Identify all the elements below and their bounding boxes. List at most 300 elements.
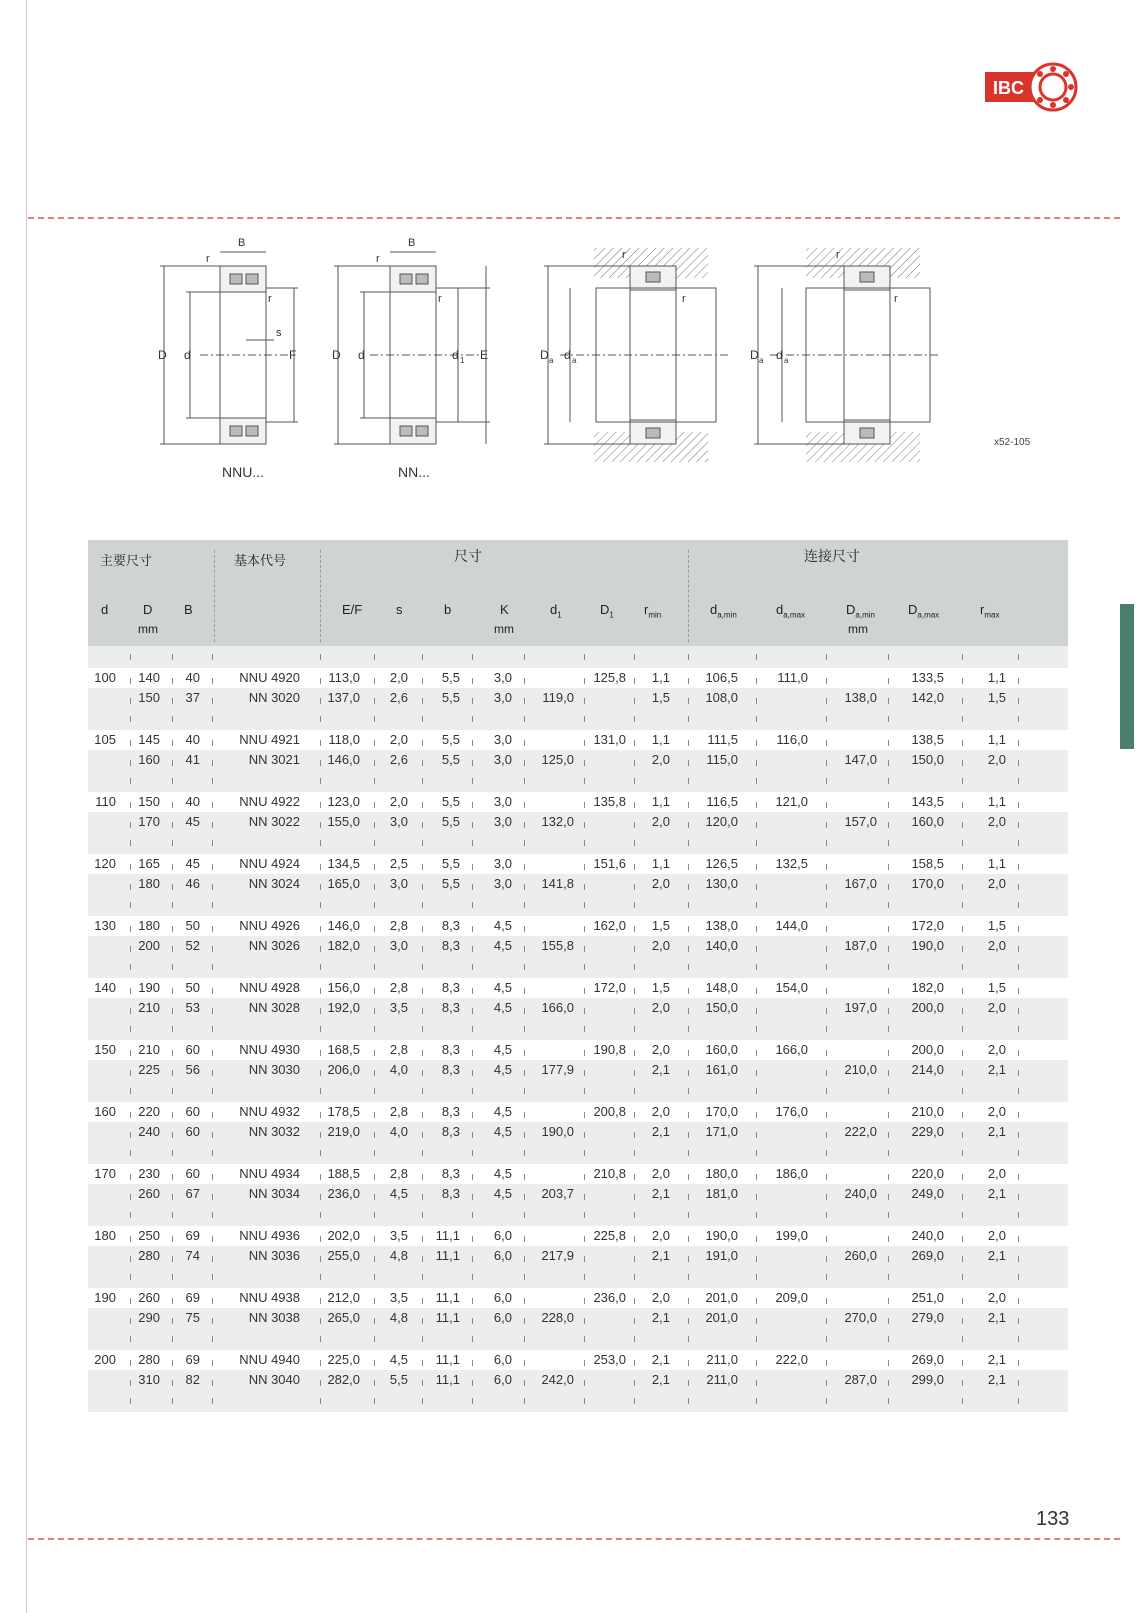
cell-d: 160	[138, 752, 160, 767]
column-tick	[888, 1256, 889, 1262]
cell-b: 60	[185, 1166, 200, 1181]
column-tick	[472, 864, 473, 870]
column-tick	[320, 1256, 321, 1262]
column-tick	[1018, 1008, 1019, 1014]
cell-code: NNU 4940	[239, 1352, 300, 1367]
column-tick	[634, 1274, 635, 1280]
column-tick	[472, 1050, 473, 1056]
cell-d1: 151,6	[593, 856, 626, 871]
column-tick	[634, 1380, 635, 1386]
column-tick	[1018, 1380, 1019, 1386]
column-tick	[826, 1050, 827, 1056]
column-tick	[130, 840, 131, 846]
cell-b: 11,1	[435, 1352, 460, 1367]
unit-dims: mm	[494, 622, 514, 636]
dim-E-2: E	[480, 348, 489, 362]
column-tick	[756, 1274, 757, 1280]
table-row	[88, 1288, 1068, 1308]
cell-d1: 217,9	[541, 1248, 574, 1263]
col-header-D: D	[143, 602, 153, 617]
table-row	[88, 1350, 1068, 1370]
col-header-rmax-sub: max	[984, 610, 1000, 620]
column-tick	[826, 902, 827, 908]
column-tick	[524, 822, 525, 828]
cell-damin: 138,0	[705, 918, 738, 933]
cell-k: 4,5	[493, 938, 512, 953]
cell-damax: 190,0	[911, 938, 944, 953]
table-row	[88, 1370, 1068, 1390]
column-tick	[888, 1150, 889, 1156]
column-tick	[962, 654, 963, 660]
cell-s: 2,8	[389, 1104, 408, 1119]
column-tick	[212, 740, 213, 746]
column-tick	[320, 902, 321, 908]
cell-d1: 131,0	[593, 732, 626, 747]
column-tick	[826, 1026, 827, 1032]
column-tick	[584, 988, 585, 994]
column-tick	[374, 946, 375, 952]
column-tick	[212, 760, 213, 766]
col-header-s: s	[396, 602, 403, 617]
column-tick	[172, 1132, 173, 1138]
column-tick	[584, 778, 585, 784]
column-tick	[524, 1236, 525, 1242]
column-tick	[524, 1256, 525, 1262]
cell-d1: 177,9	[541, 1062, 574, 1077]
cell-s: 4,8	[389, 1248, 408, 1263]
cell-code: NNU 4926	[239, 918, 300, 933]
column-tick	[888, 1132, 889, 1138]
cell-damax: 269,0	[911, 1352, 944, 1367]
column-tick	[1018, 1132, 1019, 1138]
column-tick	[320, 1194, 321, 1200]
column-tick	[172, 760, 173, 766]
col-header-damin-main: d	[710, 602, 718, 617]
column-tick	[472, 1008, 473, 1014]
column-tick	[422, 840, 423, 846]
column-tick	[962, 1236, 963, 1242]
column-tick	[422, 884, 423, 890]
cell-ef: 212,0	[327, 1290, 360, 1305]
column-tick	[320, 778, 321, 784]
column-tick	[422, 964, 423, 970]
column-tick	[688, 740, 689, 746]
cell-b: 41	[185, 752, 200, 767]
column-tick	[888, 946, 889, 952]
cell-rmax: 1,1	[987, 732, 1006, 747]
column-tick	[888, 1212, 889, 1218]
spacer-row	[88, 708, 1068, 730]
cell-k: 6,0	[493, 1352, 512, 1367]
cell-damax: 182,0	[911, 980, 944, 995]
cell-damin: 210,0	[844, 1062, 877, 1077]
column-tick	[756, 760, 757, 766]
cell-d1: 253,0	[593, 1352, 626, 1367]
column-tick	[888, 864, 889, 870]
cell-rmin: 1,5	[651, 690, 670, 705]
col-header-k: K	[500, 602, 509, 617]
cell-damax: 172,0	[911, 918, 944, 933]
column-tick	[374, 902, 375, 908]
column-tick	[422, 1008, 423, 1014]
column-tick	[374, 1194, 375, 1200]
column-tick	[212, 902, 213, 908]
column-tick	[212, 1150, 213, 1156]
column-tick	[634, 1150, 635, 1156]
dim-da-sub-3: a	[572, 356, 577, 365]
column-tick	[130, 1318, 131, 1324]
column-tick	[524, 1274, 525, 1280]
cell-k: 4,5	[493, 1062, 512, 1077]
column-tick	[472, 1174, 473, 1180]
col-header-D1	[600, 602, 614, 620]
column-tick	[888, 1070, 889, 1076]
cell-damin: 201,0	[705, 1310, 738, 1325]
column-tick	[374, 678, 375, 684]
column-tick	[756, 1236, 757, 1242]
column-tick	[212, 1088, 213, 1094]
column-tick	[472, 802, 473, 808]
cell-b: 11,1	[435, 1372, 460, 1387]
column-tick	[320, 1318, 321, 1324]
cell-ef: 113,0	[328, 670, 360, 685]
cell-d1: 141,8	[541, 876, 574, 891]
column-tick	[320, 1150, 321, 1156]
column-tick	[1018, 678, 1019, 684]
column-tick	[962, 988, 963, 994]
cell-damax: 249,0	[911, 1186, 944, 1201]
column-tick	[320, 964, 321, 970]
column-tick	[962, 1050, 963, 1056]
column-tick	[826, 884, 827, 890]
column-tick	[1018, 902, 1019, 908]
column-tick	[212, 1236, 213, 1242]
column-tick	[130, 926, 131, 932]
column-tick	[888, 1008, 889, 1014]
cell-k: 3,0	[493, 794, 512, 809]
column-tick	[962, 1088, 963, 1094]
cell-d: 190	[138, 980, 160, 995]
cell-s: 5,5	[389, 1372, 408, 1387]
cell-code: NNU 4922	[239, 794, 300, 809]
column-tick	[374, 1256, 375, 1262]
column-tick	[374, 1212, 375, 1218]
column-tick	[524, 802, 525, 808]
column-tick	[130, 1132, 131, 1138]
cell-b: 8,3	[441, 1042, 460, 1057]
col-header-d1	[550, 602, 562, 620]
column-tick	[212, 1008, 213, 1014]
column-tick	[472, 1112, 473, 1118]
column-tick	[688, 840, 689, 846]
cell-damax: 116,0	[776, 732, 808, 747]
column-tick	[888, 778, 889, 784]
dim-Da-sub-4: a	[759, 356, 764, 365]
column-tick	[584, 1174, 585, 1180]
cell-rmin: 2,0	[651, 876, 670, 891]
cell-k: 4,5	[493, 1186, 512, 1201]
column-tick	[756, 902, 757, 908]
column-tick	[172, 840, 173, 846]
column-tick	[962, 1318, 963, 1324]
column-tick	[130, 1256, 131, 1262]
cell-d1: 172,0	[593, 980, 626, 995]
cell-damin: 211,0	[706, 1352, 738, 1367]
column-tick	[888, 1336, 889, 1342]
column-tick	[172, 740, 173, 746]
column-tick	[422, 1336, 423, 1342]
column-tick	[172, 1318, 173, 1324]
cell-d1: 162,0	[593, 918, 626, 933]
column-tick	[634, 1194, 635, 1200]
column-tick	[212, 864, 213, 870]
cell-rmax: 2,0	[987, 1290, 1006, 1305]
column-tick	[130, 1008, 131, 1014]
cell-d1: 200,8	[593, 1104, 626, 1119]
cell-b: 8,3	[441, 1062, 460, 1077]
cell-d: 150	[138, 794, 160, 809]
column-tick	[756, 1298, 757, 1304]
column-tick	[962, 884, 963, 890]
cell-b: 8,3	[441, 1186, 460, 1201]
cell-rmax: 2,1	[987, 1372, 1006, 1387]
cell-damax: 210,0	[911, 1104, 944, 1119]
column-tick	[888, 1398, 889, 1404]
column-tick	[172, 802, 173, 808]
column-tick	[962, 1194, 963, 1200]
dim-d-1: d	[184, 348, 191, 362]
header-separator	[214, 550, 216, 642]
column-tick	[524, 964, 525, 970]
cell-k: 6,0	[493, 1290, 512, 1305]
column-tick	[172, 926, 173, 932]
cell-ef: 165,0	[327, 876, 360, 891]
cell-damax: 240,0	[911, 1228, 944, 1243]
column-tick	[688, 926, 689, 932]
cell-damin: 130,0	[705, 876, 738, 891]
cell-damax: 279,0	[911, 1310, 944, 1325]
column-tick	[826, 1112, 827, 1118]
col-header-Damin	[846, 602, 875, 620]
cell-d1: 132,0	[541, 814, 574, 829]
column-tick	[524, 1070, 525, 1076]
binding-edge	[26, 0, 27, 1613]
column-tick	[320, 1050, 321, 1056]
column-tick	[584, 1088, 585, 1094]
cell-b: 11,1	[435, 1310, 460, 1325]
column-tick	[472, 698, 473, 704]
column-tick	[826, 716, 827, 722]
column-tick	[320, 1070, 321, 1076]
column-tick	[1018, 778, 1019, 784]
column-tick	[688, 1236, 689, 1242]
cell-rmax: 2,0	[987, 938, 1006, 953]
column-tick	[584, 1380, 585, 1386]
column-tick	[584, 1360, 585, 1366]
column-tick	[1018, 1026, 1019, 1032]
cell-damin: 116,5	[706, 794, 738, 809]
column-tick	[1018, 1150, 1019, 1156]
column-tick	[888, 1298, 889, 1304]
column-tick	[212, 964, 213, 970]
column-tick	[524, 698, 525, 704]
column-tick	[962, 1070, 963, 1076]
column-tick	[422, 716, 423, 722]
column-tick	[320, 926, 321, 932]
cell-rmin: 2,0	[651, 1104, 670, 1119]
col-header-d1-sub: 1	[557, 610, 562, 620]
cell-ef: 156,0	[327, 980, 360, 995]
column-tick	[422, 1360, 423, 1366]
cell-d1: 119,0	[542, 690, 574, 705]
column-tick	[1018, 698, 1019, 704]
cell-rmax: 2,1	[987, 1124, 1006, 1139]
column-tick	[320, 840, 321, 846]
dim-Da-sub-3: a	[549, 356, 554, 365]
group-header-dimensions: 尺寸	[454, 548, 482, 564]
cell-b: 69	[185, 1228, 200, 1243]
column-tick	[584, 716, 585, 722]
column-tick	[172, 1212, 173, 1218]
column-tick	[634, 864, 635, 870]
cell-rmax: 2,0	[987, 1166, 1006, 1181]
column-tick	[962, 1398, 963, 1404]
column-tick	[826, 1318, 827, 1324]
table-row	[88, 1246, 1068, 1266]
column-tick	[472, 1132, 473, 1138]
cell-code: NN 3020	[248, 690, 300, 705]
column-tick	[212, 946, 213, 952]
column-tick	[1018, 740, 1019, 746]
cell-b: 37	[185, 690, 200, 705]
column-tick	[374, 1298, 375, 1304]
cell-code: NNU 4924	[239, 856, 300, 871]
column-tick	[962, 1256, 963, 1262]
column-tick	[634, 740, 635, 746]
column-tick	[888, 760, 889, 766]
column-tick	[524, 1298, 525, 1304]
column-tick	[584, 822, 585, 828]
column-tick	[472, 1026, 473, 1032]
column-tick	[888, 926, 889, 932]
cell-k: 4,5	[493, 1042, 512, 1057]
col-header-B: B	[184, 602, 193, 617]
cell-damax: 209,0	[775, 1290, 808, 1305]
column-tick	[962, 902, 963, 908]
column-tick	[888, 902, 889, 908]
cell-s: 3,0	[389, 876, 408, 891]
column-tick	[212, 1298, 213, 1304]
column-tick	[130, 1088, 131, 1094]
cell-damin: 197,0	[844, 1000, 877, 1015]
column-tick	[634, 946, 635, 952]
cell-d: 165	[138, 856, 160, 871]
cell-rmin: 1,1	[651, 670, 670, 685]
column-tick	[130, 740, 131, 746]
cell-ef: 192,0	[327, 1000, 360, 1015]
column-tick	[130, 778, 131, 784]
cell-d: 280	[138, 1352, 160, 1367]
cell-b: 82	[185, 1372, 200, 1387]
column-tick	[756, 988, 757, 994]
cell-damin: 167,0	[844, 876, 877, 891]
column-tick	[756, 1026, 757, 1032]
cell-s: 3,5	[389, 1000, 408, 1015]
column-tick	[472, 884, 473, 890]
cell-rmin: 2,1	[651, 1062, 670, 1077]
header-separator	[320, 550, 322, 642]
table-row	[88, 854, 1068, 874]
column-tick	[756, 654, 757, 660]
column-tick	[1018, 1274, 1019, 1280]
column-tick	[320, 1398, 321, 1404]
column-tick	[688, 1150, 689, 1156]
column-tick	[320, 716, 321, 722]
cell-rmin: 1,5	[651, 918, 670, 933]
column-tick	[1018, 1050, 1019, 1056]
column-tick	[320, 1380, 321, 1386]
column-tick	[888, 698, 889, 704]
column-tick	[374, 1274, 375, 1280]
column-tick	[374, 1174, 375, 1180]
column-tick	[524, 1050, 525, 1056]
cell-rmin: 1,1	[651, 856, 670, 871]
column-tick	[634, 1256, 635, 1262]
cell-rmax: 2,0	[987, 1228, 1006, 1243]
column-tick	[888, 1318, 889, 1324]
column-tick	[584, 1070, 585, 1076]
column-tick	[212, 1132, 213, 1138]
column-tick	[888, 1112, 889, 1118]
column-tick	[688, 778, 689, 784]
column-tick	[172, 1256, 173, 1262]
column-tick	[212, 988, 213, 994]
column-tick	[688, 988, 689, 994]
column-tick	[472, 926, 473, 932]
cell-damin: 140,0	[705, 938, 738, 953]
cell-damax: 220,0	[911, 1166, 944, 1181]
column-tick	[172, 716, 173, 722]
column-tick	[212, 716, 213, 722]
cell-k: 3,0	[493, 690, 512, 705]
cell-rmax: 2,1	[987, 1248, 1006, 1263]
column-tick	[320, 740, 321, 746]
cell-damin: 161,0	[705, 1062, 738, 1077]
cell-b: 5,5	[441, 732, 460, 747]
column-tick	[472, 1360, 473, 1366]
column-tick	[130, 1026, 131, 1032]
cell-d: 200	[138, 938, 160, 953]
column-tick	[826, 654, 827, 660]
column-tick	[756, 698, 757, 704]
column-tick	[584, 946, 585, 952]
column-tick	[320, 1236, 321, 1242]
column-tick	[888, 1360, 889, 1366]
cell-s: 3,0	[389, 814, 408, 829]
column-tick	[584, 1256, 585, 1262]
table-row	[88, 688, 1068, 708]
column-tick	[524, 716, 525, 722]
column-tick	[756, 1070, 757, 1076]
dim-d1-sub-2: 1	[460, 356, 465, 365]
cell-s: 2,6	[389, 690, 408, 705]
cell-damax: 214,0	[911, 1062, 944, 1077]
column-tick	[212, 802, 213, 808]
column-tick	[584, 902, 585, 908]
cell-rmin: 2,0	[651, 938, 670, 953]
column-tick	[422, 988, 423, 994]
column-tick	[962, 1298, 963, 1304]
